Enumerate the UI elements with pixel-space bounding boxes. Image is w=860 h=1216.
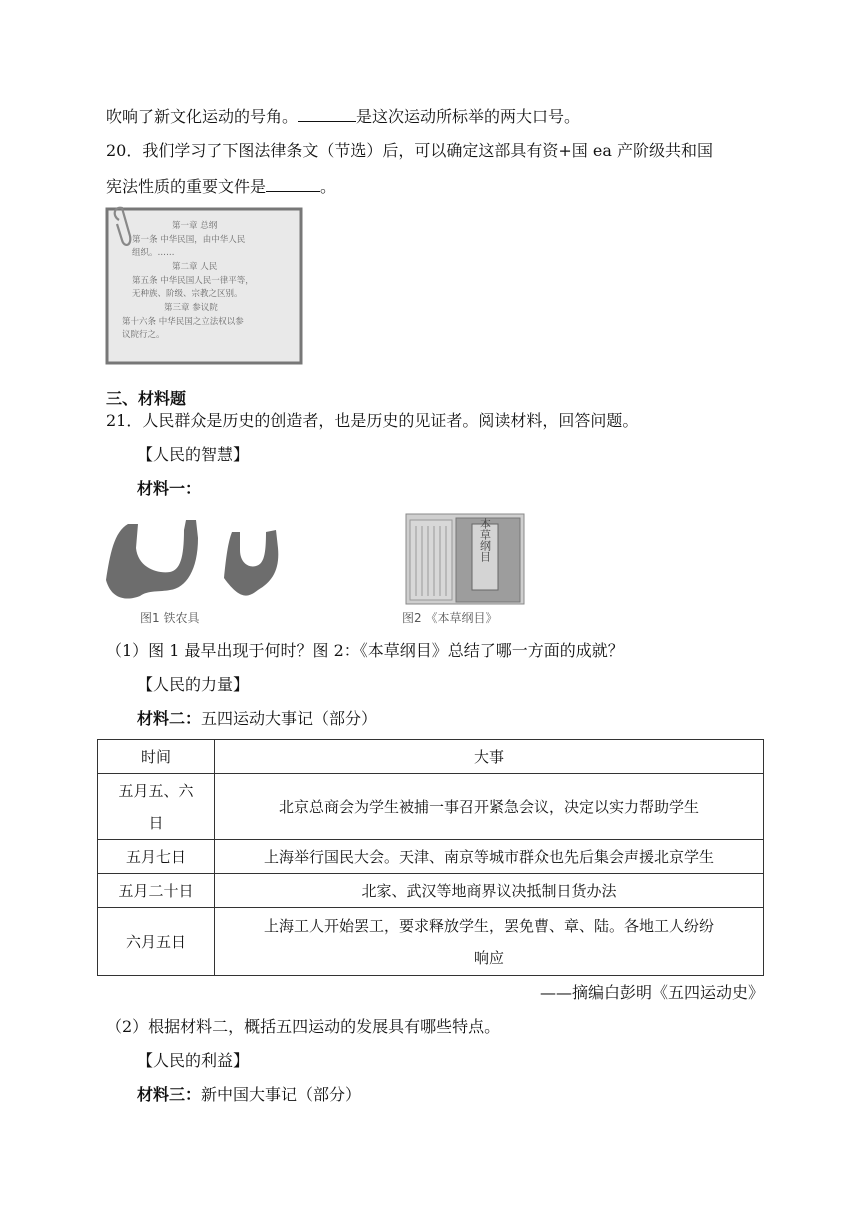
book-cover-title: 本草纲目 xyxy=(478,518,492,562)
legal-text-line: 第十六条 中华民国之立法权以参 xyxy=(122,317,244,327)
material3-label: 材料三： xyxy=(137,1085,202,1104)
header-event: 大事 xyxy=(215,740,764,774)
table-row xyxy=(98,774,764,840)
event-cell: 北京总商会为学生被捕一事召开紧急会议，决定以实力帮助学生 xyxy=(215,774,764,840)
may-fourth-table xyxy=(97,739,764,976)
legal-text-line: 第三章 参议院 xyxy=(164,303,218,313)
legal-text-image xyxy=(104,206,304,366)
legal-text-line: 第一条 中华民国，由中华人民 xyxy=(132,235,246,245)
q20-line2-prefix: 宪法性质的重要文件是 xyxy=(106,177,267,196)
legal-text-line: 第一章 总纲 xyxy=(172,221,218,231)
section-title: 三、材料题 xyxy=(106,389,187,408)
material3-line xyxy=(137,1084,361,1106)
table-row xyxy=(98,840,764,874)
time-line: 日 xyxy=(148,813,164,832)
table-row xyxy=(98,874,764,908)
legal-text-line: 组织。…… xyxy=(132,248,175,258)
header-time: 时间 xyxy=(98,740,215,774)
legal-text-line: 第五条 中华民国人民一律平等， xyxy=(132,276,254,286)
q20-line2 xyxy=(106,175,336,198)
answer-blank[interactable] xyxy=(266,175,320,192)
time-cell xyxy=(98,774,215,840)
material2-label: 材料二： xyxy=(137,709,202,728)
material2-source: ——摘编白彭明《五四运动史》 xyxy=(539,983,764,1002)
time-cell: 五月二十日 xyxy=(98,874,215,908)
part1-heading: 【人民的智慧】 xyxy=(137,445,250,464)
event-cell xyxy=(215,908,764,976)
table-row xyxy=(98,908,764,976)
part2-heading: 【人民的力量】 xyxy=(137,675,250,694)
q19-tail-prefix: 吹响了新文化运动的号角。 xyxy=(106,107,299,126)
event-cell: 北家、武汉等地商界议决抵制日货办法 xyxy=(215,874,764,908)
fig2-caption: 图2 《本草纲目》 xyxy=(402,611,498,625)
legal-text-line: 无种族、阶级、宗教之区别。 xyxy=(132,289,243,299)
time-cell: 五月七日 xyxy=(98,840,215,874)
q20-line2-suffix: 。 xyxy=(320,177,337,196)
material2-line xyxy=(137,708,377,730)
event-line: 上海工人开始罢工，要求释放学生，罢免曹、章、陆。各地工人纷纷 xyxy=(263,916,714,935)
table-header-row xyxy=(98,740,764,774)
answer-blank[interactable] xyxy=(298,105,356,122)
legal-text-line: 议院行之。 xyxy=(122,330,165,340)
fig1-caption: 图1 铁农具 xyxy=(140,611,200,625)
q19-tail-suffix: 是这次运动所标举的两大口号。 xyxy=(356,107,581,126)
bencao-book-figure xyxy=(398,512,538,628)
material2-title: 五四运动大事记（部分） xyxy=(201,709,378,728)
sub-question-2: （2）根据材料二，概括五四运动的发展具有哪些特点。 xyxy=(106,1017,501,1036)
sub-question-1: （1）图 1 最早出现于何时？图 2：《本草纲目》总结了哪一方面的成就？ xyxy=(106,641,624,660)
part3-heading: 【人民的利益】 xyxy=(137,1051,250,1070)
legal-text-line: 第二章 人民 xyxy=(172,262,218,272)
time-line: 五月五、六 xyxy=(118,781,194,800)
q21-stem: 21．人民群众是历史的创造者，也是历史的见证者。阅读材料，回答问题。 xyxy=(106,411,639,430)
material3-title: 新中国大事记（部分） xyxy=(201,1085,362,1104)
material1-label: 材料一： xyxy=(137,479,202,498)
q20-line1: 20．我们学习了下图法律条文（节选）后，可以确定这部具有资+国 ea 产阶级共和国 xyxy=(106,141,713,160)
iron-tools-figure xyxy=(100,518,300,628)
time-cell: 六月五日 xyxy=(98,908,215,976)
event-line: 响应 xyxy=(473,948,504,967)
q19-tail-line xyxy=(106,105,580,128)
event-cell: 上海举行国民大会。天津、南京等城市群众也先后集会声援北京学生 xyxy=(215,840,764,874)
